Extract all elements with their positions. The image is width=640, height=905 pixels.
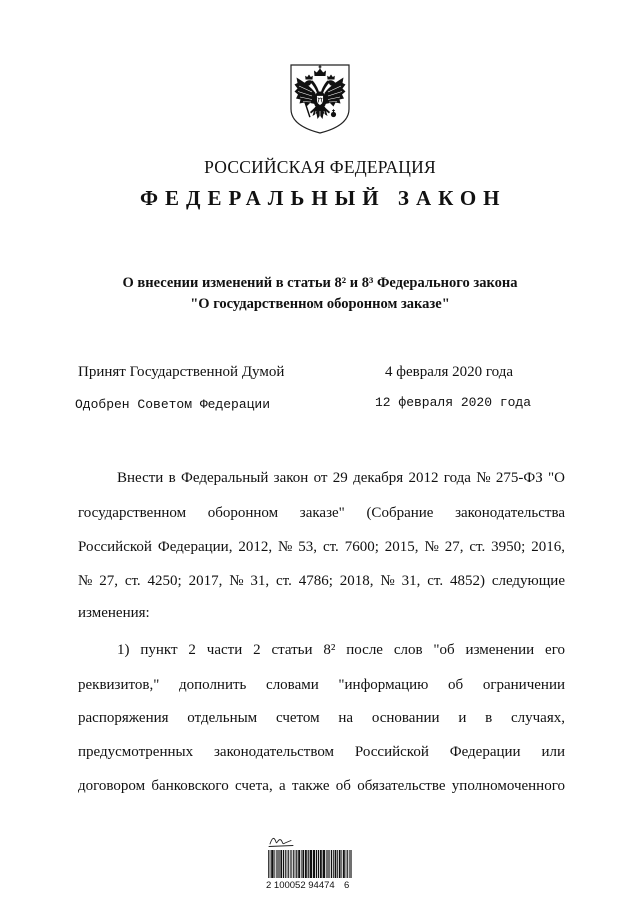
barcode-bar [271,850,273,878]
barcode-bar [274,850,275,878]
barcode-bar [296,850,297,878]
barcode-bar [350,850,351,878]
barcode-bar [347,850,348,878]
barcode-bar [313,850,315,878]
adopted-by-duma-label: Принят Государственной Думой [78,364,285,380]
body-line: 1) пункт 2 части 2 статьи 8² после слов "об изменении его [117,642,565,658]
barcode-bar [326,850,327,878]
barcode-bar [278,850,279,878]
body-line: изменения: [78,605,150,621]
approved-by-council-label: Одобрен Советом Федерации [75,397,271,412]
barcode-bar [333,850,334,878]
barcode-bar [327,850,328,878]
barcode-bar [288,850,289,878]
barcode-bar [283,850,284,878]
country-heading: РОССИЙСКАЯ ФЕДЕРАЦИЯ [204,157,436,177]
barcode-check-digit: 6 [344,880,350,891]
barcode-bar [280,850,282,878]
barcode-bar [310,850,312,878]
barcode-bar [302,850,304,878]
barcode-bar [346,850,347,878]
barcode-bar [293,850,294,878]
barcode-bar [349,850,350,878]
document-type-heading: ФЕДЕРАЛЬНЫЙ ЗАКОН [140,186,507,210]
barcode-bar [290,850,291,878]
body-line: распоряжения отдельным счетом на основании и в случаях, [78,710,565,726]
barcode-bar [298,850,300,878]
barcode-bar [318,850,319,878]
barcode-bar [335,850,337,878]
handwritten-mark [268,834,294,849]
barcode-bar [329,850,330,878]
barcode-bar [343,850,345,878]
barcode-bar [285,850,286,878]
barcode-bar [276,850,277,878]
barcode [268,850,352,878]
body-line: предусмотренных законодательством Российской Федерации или [78,744,565,760]
law-title-line-2: "О государственном оборонном заказе" [190,296,450,312]
body-line: № 27, ст. 4250; 2017, № 31, ст. 4786; 2018, № 31, ст. 4852) следующие [78,573,565,589]
barcode-bar [308,850,309,878]
body-line: государственном оборонном заказе" (Собрание законодательства [78,505,565,521]
barcode-bar [291,850,292,878]
duma-adoption-date: 4 февраля 2020 года [385,364,514,380]
barcode-bar [270,850,271,878]
barcode-bar [341,850,342,878]
body-line: реквизитов," дополнить словами "информацию об ограничении [78,677,565,693]
barcode-bar [331,850,332,878]
barcode-bar [305,850,307,878]
barcode-bar [339,850,341,878]
barcode-bar [287,850,288,878]
barcode-bar [268,850,269,878]
barcode-bar [295,850,296,878]
body-line: Внести в Федеральный закон от 29 декабря 2012 года № 275-ФЗ "О [117,470,565,486]
law-title-line-1: О внесении изменений в статьи 8² и 8³ Федерального закона [122,275,518,291]
barcode-bar [301,850,302,878]
council-approval-date: 12 февраля 2020 года [375,395,532,410]
barcode-bar [320,850,322,878]
body-line: договором банковского счета, а также об обязательстве уполномоченного [78,778,565,794]
coat-of-arms-icon [288,62,352,136]
barcode-number: 2 100052 94474 [266,880,335,891]
barcode-bar [337,850,338,878]
barcode-bar [323,850,325,878]
body-line: Российской Федерации, 2012, № 53, ст. 7600; 2015, № 27, ст. 3950; 2016, [78,539,565,555]
barcode-bar [316,850,317,878]
